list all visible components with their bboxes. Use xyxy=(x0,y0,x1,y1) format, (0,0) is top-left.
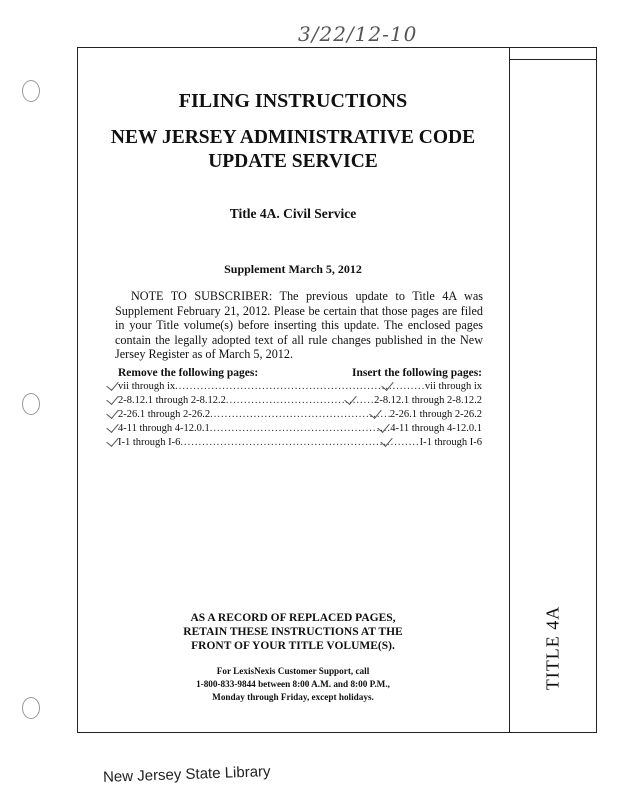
page-row xyxy=(118,380,482,394)
support-line2: 1-800-833-9844 between 8:00 A.M. and 8:00 P.M., xyxy=(196,679,390,689)
page-row xyxy=(118,436,482,450)
remove-header: Remove the following pages: xyxy=(118,367,259,379)
handwritten-mark: 3/22/12-10 xyxy=(298,22,418,46)
record-notice-line1: AS A RECORD OF REPLACED PAGES, xyxy=(190,612,396,624)
remove-pages: 4-11 through 4-12.0.1 xyxy=(118,423,210,434)
remove-pages: 2-26.1 through 2-26.2 xyxy=(118,409,211,420)
code-name-line1: NEW JERSEY ADMINISTRATIVE CODE xyxy=(110,127,476,148)
title-name: Title 4A. Civil Service xyxy=(229,206,357,221)
leader-dots xyxy=(210,422,390,436)
insert-pages: vii through ix xyxy=(424,381,482,392)
record-notice-line2: RETAIN THESE INSTRUCTIONS AT THE xyxy=(183,626,403,638)
insert-pages: 2-26.1 through 2-26.2 xyxy=(389,409,482,420)
supplement-date: Supplement March 5, 2012 xyxy=(224,262,362,276)
note-text: NOTE TO SUBSCRIBER: The previous update to Title 4A was Supplement February 21, 2012. Please be certain that those pages are filed in your Title volume(s) before inserting this update. The enclosed pages contain the legally adopted text of all rule changes published in the New Jersey Register as of March 5, 2012. xyxy=(115,289,483,361)
support-line1: For LexisNexis Customer Support, call xyxy=(216,666,370,676)
page-row xyxy=(118,394,482,408)
library-stamp: New Jersey State Library xyxy=(102,763,271,786)
filing-instructions-title: FILING INSTRUCTIONS xyxy=(178,90,408,112)
record-notice-line3: FRONT OF YOUR TITLE VOLUME(S). xyxy=(191,640,395,652)
insert-pages: 4-11 through 4-12.0.1 xyxy=(390,423,482,434)
note-to-subscriber xyxy=(115,289,483,362)
binder-hole-bottom xyxy=(22,697,40,719)
binder-hole-top xyxy=(22,80,40,102)
insert-pages: I-1 through I-6 xyxy=(419,437,482,448)
remove-pages: 2-8.12.1 through 2-8.12.2 xyxy=(118,395,226,406)
tab-divider-line xyxy=(509,47,510,733)
insert-header: Insert the following pages: xyxy=(351,367,482,379)
insert-pages: 2-8.12.1 through 2-8.12.2 xyxy=(374,395,482,406)
tab-label: TITLE 4A xyxy=(542,605,563,691)
page-row xyxy=(118,422,482,436)
tab-top-line xyxy=(509,59,597,60)
remove-pages: vii through ix xyxy=(118,381,176,392)
page-list-header xyxy=(118,366,482,380)
page-list xyxy=(118,366,482,450)
page-row xyxy=(118,408,482,422)
remove-pages: I-1 through I-6 xyxy=(118,437,181,448)
binder-hole-middle xyxy=(22,393,40,415)
code-name-line2: UPDATE SERVICE xyxy=(208,151,378,172)
leader-dots xyxy=(210,408,390,422)
support-line3: Monday through Friday, except holidays. xyxy=(212,692,374,702)
